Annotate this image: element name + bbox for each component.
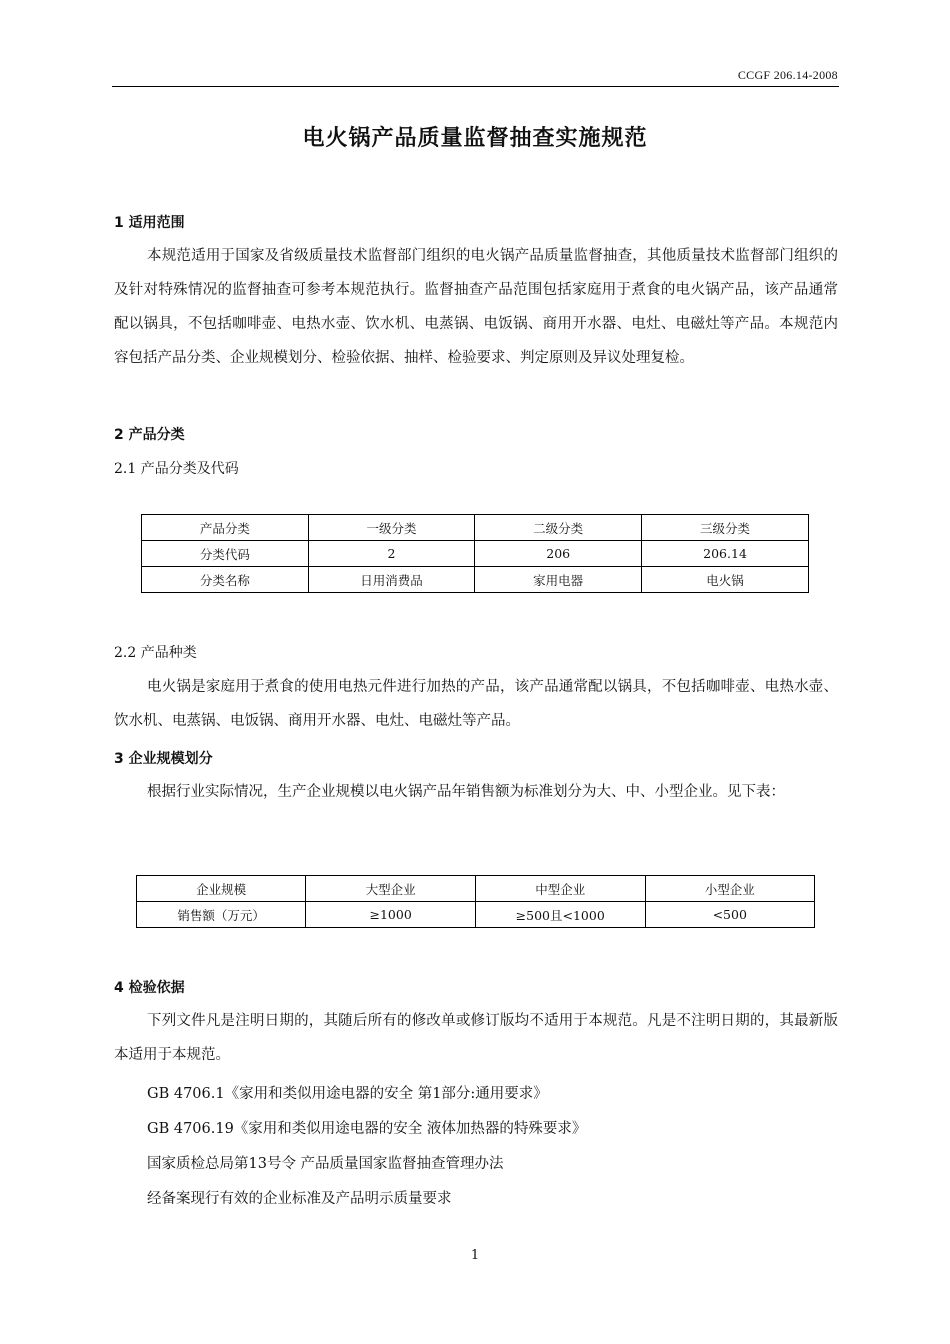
table-cell: 206 xyxy=(475,541,642,567)
table-cell: 三级分类 xyxy=(642,515,809,541)
reference-item: GB 4706.1《家用和类似用途电器的安全 第1部分:通用要求》 xyxy=(147,1086,548,1102)
table-cell: 中型企业 xyxy=(475,876,645,902)
table-cell: 大型企业 xyxy=(306,876,476,902)
section-1-heading: 1 适用范围 xyxy=(114,215,185,231)
table-cell: 小型企业 xyxy=(645,876,815,902)
table-cell: 家用电器 xyxy=(475,567,642,593)
table-cell: 分类代码 xyxy=(142,541,309,567)
table-cell: ≥500且<1000 xyxy=(475,902,645,928)
reference-item: 国家质检总局第13号令 产品质量国家监督抽查管理办法 xyxy=(147,1156,504,1172)
section-2-2-heading: 2.2 产品种类 xyxy=(114,645,197,661)
document-title: 电火锅产品质量监督抽查实施规范 xyxy=(302,126,648,151)
table-row xyxy=(142,515,809,541)
section-2-1-heading: 2.1 产品分类及代码 xyxy=(114,461,239,477)
section-4-paragraph: 下列文件凡是注明日期的，其随后所有的修改单或修订版均不适用于本规范。凡是不注明日期的，其最新版本适用于本规范。 xyxy=(114,1013,838,1063)
table-cell: 二级分类 xyxy=(475,515,642,541)
table-cell: 产品分类 xyxy=(142,515,309,541)
enterprise-scale-table xyxy=(136,875,815,928)
table-cell: 企业规模 xyxy=(137,876,306,902)
table-cell: 销售额（万元） xyxy=(137,902,306,928)
table-row xyxy=(142,541,809,567)
reference-item: GB 4706.19《家用和类似用途电器的安全 液体加热器的特殊要求》 xyxy=(147,1121,587,1137)
table-row xyxy=(142,567,809,593)
reference-item: 经备案现行有效的企业标准及产品明示质量要求 xyxy=(147,1191,452,1207)
table-cell: 206.14 xyxy=(642,541,809,567)
table-cell: ≥1000 xyxy=(306,902,476,928)
section-4-heading: 4 检验依据 xyxy=(114,980,185,996)
table-cell: 分类名称 xyxy=(142,567,309,593)
table-cell: 2 xyxy=(308,541,475,567)
table-cell: 日用消费品 xyxy=(308,567,475,593)
page-number: 1 xyxy=(470,1248,480,1263)
product-classification-table xyxy=(141,514,809,593)
section-3-paragraph: 根据行业实际情况，生产企业规模以电火锅产品年销售额为标准划分为大、中、小型企业。见下表： xyxy=(147,784,785,800)
section-2-heading: 2 产品分类 xyxy=(114,427,185,443)
table-row xyxy=(137,902,815,928)
table-cell: 一级分类 xyxy=(308,515,475,541)
table-row xyxy=(137,876,815,902)
section-3-heading: 3 企业规模划分 xyxy=(114,751,213,767)
table-cell: 电火锅 xyxy=(642,567,809,593)
section-2-2-paragraph: 电火锅是家庭用于煮食的使用电热元件进行加热的产品，该产品通常配以锅具，不包括咖啡壶、电热水壶、饮水机、电蒸锅、电饭锅、商用开水器、电灶、电磁灶等产品。 xyxy=(114,679,838,729)
document-code: CCGF 206.14-2008 xyxy=(737,68,838,82)
header-rule xyxy=(112,86,839,87)
section-1-paragraph: 本规范适用于国家及省级质量技术监督部门组织的电火锅产品质量监督抽查，其他质量技术监督部门组织的及针对特殊情况的监督抽查可参考本规范执行。监督抽查产品范围包括家庭用于煮食的电火锅产品，该产品通常配以锅具，不包括咖啡壶、电热水壶、饮水机、电蒸锅、电饭锅、商用开水器、电灶、电磁灶等产品。本规范内容包括产品分类、企业规模划分、检验依据、抽样、检验要求、判定原则及异议处理复检。 xyxy=(114,248,838,366)
table-cell: <500 xyxy=(645,902,815,928)
